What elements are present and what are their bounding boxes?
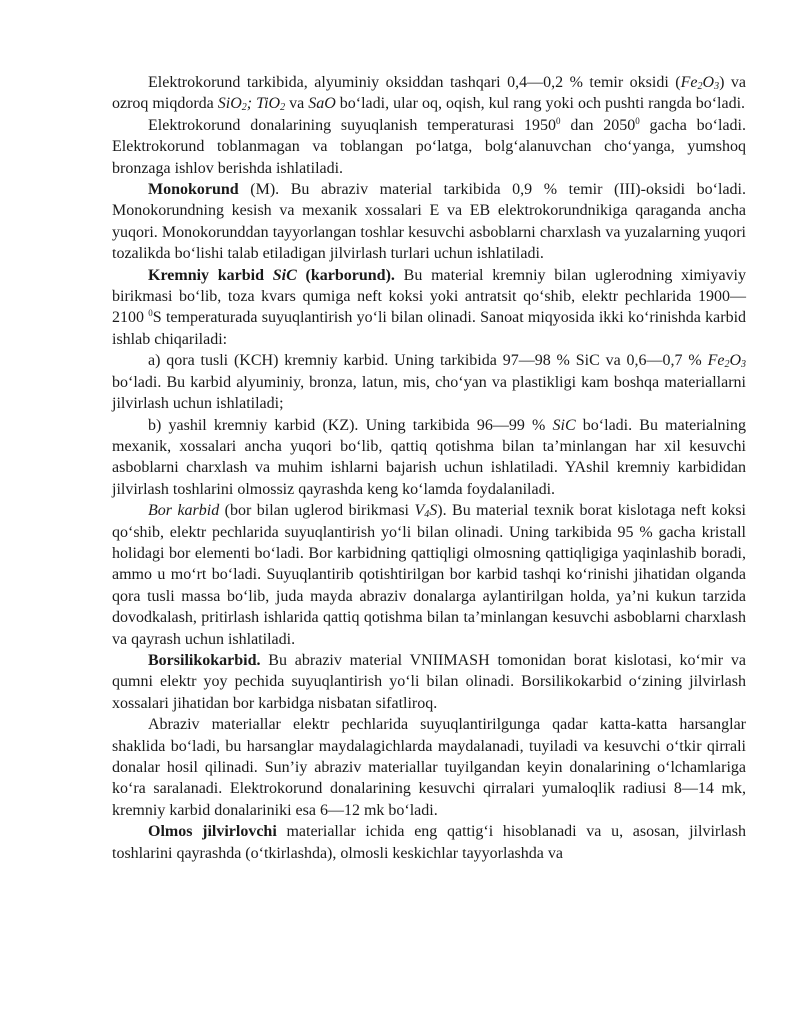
text-run: Bu material kremniy bilan uglerodning ximiyaviy birikmasi bo‘lib, toza kvars qumiga neft koksi yoki antratsit qo‘shib, elektr pechlarida 1900—2100 [112,266,746,327]
text-run: Kremniy karbid [148,266,273,284]
text-run: Elektrokorund tarkibida, alyuminiy oksiddan tashqari 0,4—0,2 % temir oksidi ( [148,74,681,91]
text-run: Bu abraziv material VNIIMASH tomonidan borat kislotasi, ko‘mir va qumni elektr yoy pechida suyuqlantirish yo‘li bilan olinadi. Borsilikokarbid o‘zining jilvirlash xossalari jihatidan bor karbidga nisbatan sifatliroq. [112,651,746,712]
text-run: dan 2050 [560,116,636,134]
text-run: materiallar ichida eng qattig‘i hisoblanadi va u, asosan, jilvirlash toshlarini qayrashda (o‘tkirlashda), olmosli keskichlar tayyorlashda va [112,823,746,862]
text-run: 0 [148,308,153,319]
text-run: Abraziv materiallar elektr pechlarida suyuqlantirilgunga qadar katta-katta harsanglar shaklida bo‘ladi, bu harsanglar maydalagichlarda maydalanadi, tuyiladi va kesuvchi o‘tkir qirrali donalar hosil qilinadi. Sun’iy abraziv materiallar tuyilgandan keyin donalarining o‘lchamlariga ko‘ra saralanadi. Elektrokorund donalarining kesuvchi qirralari yumaloqlik radiusi 8—14 mk, kremniy karbid donalariniki esa 6—12 mk bo‘ladi. [112,716,746,819]
text-run: Borsilikokarbid. [148,651,261,669]
text-run: 3 [714,81,720,92]
text-run: Monokorund [148,181,239,199]
text-run: Elektrokorund donalarining suyuqlanish temperaturasi 1950 [148,116,557,134]
text-run: 2 [724,359,730,371]
text-run: O [702,74,715,91]
text-run: ). Bu material texnik borat kislotaga neft koksi qo‘shib, elektr pechlarida suyuqlantirish yo‘li bilan olinadi. Uning tarkibida 95 % gacha kristall holidagi bor elementi bo‘ladi. Bor karbidning qattiqligi olmosning qattiqligiga yaqinlashib boradi, ammo u mo‘rt bo‘ladi. Suyuqlantirib qotishtirilgan bor karbid tashqi ko‘rinishi jihatidan olganda qora tusli massa bo‘lib, juda mayda abraziv donalarga aylantirilgan holda, ya’ni kukun tarzida dovodkalash, pritirlash ishlarida qattiq qotishma bilan ta’minlangan kesuvchi asboblarni charxlash va qayrash uchun ishlatiladi. [112,502,747,648]
text-run: SiC [272,266,297,284]
text-run: bo‘ladi. Bu materialning mexanik, xossalari ancha yuqori bo‘lib, qattiq qotishma bilan ta’minlangan har xil kesuvchi asboblarni charxlash va muhim ishlarni bajarish uchun ishlatiladi. YAshil kremniy karbididan jilvirlash toshlarini olmossiz qayrashda keng ko‘lamda foydalaniladi. [112,416,747,498]
paragraph-monokorund [112,179,746,265]
text-run: V [414,502,425,520]
text-run: 4 [424,509,430,521]
text-run: Olmos jilvirlovchi [148,823,277,841]
paragraph-kremniy-karbid [112,265,746,351]
text-run: bo‘ladi. Bu karbid alyuminiy, bronza, latun, mis, cho‘yan va plastikligi kam boshqa materiallarni jilvirlash uchun ishlatiladi; [112,373,746,413]
paragraph-abrasive-processing [112,714,746,821]
paragraph-elektrokorund-composition [112,72,746,115]
text-run: 2 [241,102,247,114]
text-run: Fe [680,74,698,91]
text-run: 2 [280,102,286,114]
text-run: gacha bo‘ladi. Elektrokorund toblanmagan va toblangan po‘latga, bolg‘alanuvchan cho‘yanga, yumshoq bronzaga ishlov berishda ishlatiladi. [112,116,746,177]
text-run: SaO [308,95,336,113]
text-run: SiC [552,416,576,434]
text-run: Bor karbid [148,502,220,520]
paragraph-elektrokorund-melting [112,115,746,179]
text-run: S [429,502,438,520]
text-run: a) qora tusli (KCH) kremniy karbid. Uning tarkibida 97—98 % SiC va 0,6—0,7 % [148,352,708,370]
paragraph-bor-karbid [112,500,746,650]
text-run: 2 [697,81,703,92]
text-run: b) yashil kremniy karbid (KZ). Uning tarkibida 96—99 % [148,416,553,434]
text-run: ) va ozroq miqdorda [112,74,746,113]
text-run: SiO [217,95,242,113]
paragraph-green-silicon-carbide [112,415,746,501]
text-run: ; TiO [246,95,281,113]
text-run: va [285,95,309,113]
text-run: 0 [556,115,561,126]
text-run: (bor bilan uglerod birikmasi [219,502,415,520]
paragraph-borsilikokarbid [112,650,746,714]
text-run: O [729,352,741,370]
text-run: 0 [635,115,640,126]
text-run: bo‘ladi, ular oq, oqish, kul rang yoki och pushti rangda bo‘ladi. [335,95,746,113]
paragraph-olmos [112,821,746,864]
text-run: S temperaturada suyuqlantirish yo‘li bilan olinadi. Sanoat miqyosida ikki ko‘rinishda karbid ishlab chiqariladi: [112,309,747,348]
text-run: 3 [741,359,746,371]
paragraph-black-silicon-carbide [112,350,746,414]
text-run: (M). Bu abraziv material tarkibida 0,9 % temir (III)-oksidi bo‘ladi. Monokorundning kesish va mexanik xossalari E va EB elektrokorundnikiga qaraganda ancha yuqori. Monokorunddan tayyorlangan toshlar kesuvchi asboblarni charxlash va yuzalarning yuqori tozalikda bo‘lishi talab etiladigan jilvirlash turlari uchun ishlatiladi. [112,181,746,263]
text-run: (karborund). [296,266,395,284]
text-run: Fe [707,352,725,370]
